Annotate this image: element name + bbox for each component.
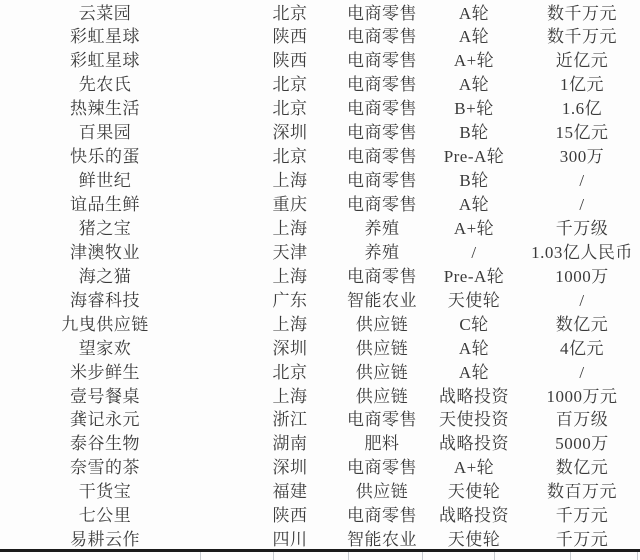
table-row: [0, 73, 640, 97]
cell-company: 谊品生鲜: [70, 195, 140, 214]
cell-industry: 电商零售: [347, 99, 417, 119]
table-row: [0, 385, 640, 409]
table-row: [0, 241, 640, 265]
cell-company: 米步鲜生: [70, 362, 140, 382]
cell-industry: 智能农业: [347, 290, 417, 310]
cell-round: A+轮: [453, 218, 495, 238]
cell-amount: 千万元: [555, 506, 609, 526]
table-row: [0, 313, 640, 337]
cell-region: 北京: [272, 75, 308, 95]
gridline-tick: [273, 552, 274, 560]
cell-company: 龚记永元: [70, 410, 140, 430]
cell-round: A+轮: [453, 458, 495, 478]
cell-industry: 电商零售: [347, 458, 417, 478]
cell-region: 浙江: [272, 410, 308, 430]
cell-company: 彩虹星球: [70, 27, 140, 47]
table-row: [0, 504, 640, 528]
cell-company: 海睿科技: [70, 290, 140, 310]
cell-industry: 电商零售: [347, 266, 417, 286]
gridline-tick: [422, 552, 423, 560]
cell-region: 北京: [272, 362, 308, 382]
cell-company: 奈雪的茶: [70, 458, 140, 478]
cell-round: A+轮: [453, 51, 495, 71]
table-row: [0, 169, 640, 193]
cell-amount: 数亿元: [555, 458, 609, 478]
table-row: [0, 361, 640, 385]
cell-region: 深圳: [272, 458, 308, 478]
cell-amount: 百万级: [555, 410, 609, 430]
table-bottom-border: [0, 549, 640, 552]
cell-company: 百果园: [78, 123, 132, 143]
cell-company: 七公里: [78, 506, 132, 526]
table-row: [0, 432, 640, 456]
cell-round: /: [471, 242, 477, 262]
cell-region: 深圳: [272, 123, 308, 143]
table-row: [0, 25, 640, 49]
cell-round: A轮: [458, 338, 490, 358]
cell-round: C轮: [459, 314, 489, 334]
table-row: [0, 193, 640, 217]
cell-amount: 数亿元: [555, 314, 609, 334]
cell-round: A轮: [458, 195, 490, 214]
cell-region: 上海: [272, 266, 308, 286]
cell-company: 望家欢: [78, 338, 132, 358]
table-row: [0, 337, 640, 361]
cell-company: 津澳牧业: [70, 242, 140, 262]
cell-round: A轮: [458, 362, 490, 382]
cell-industry: 供应链: [355, 338, 409, 358]
cell-amount: 千万元: [555, 530, 609, 550]
cell-amount: 数百万元: [547, 482, 617, 502]
cell-amount: 近亿元: [555, 51, 609, 71]
cell-amount: /: [579, 290, 585, 310]
cell-amount: 5000万: [555, 434, 609, 454]
gridline-tick: [494, 552, 495, 560]
cell-industry: 电商零售: [347, 506, 417, 526]
cell-amount: 300万: [559, 147, 605, 167]
table-row: [0, 456, 640, 480]
cell-company: 干货宝: [78, 482, 132, 502]
cell-industry: 养殖: [364, 242, 400, 262]
table-row: [0, 217, 640, 241]
cell-amount: 1亿元: [560, 75, 604, 95]
cell-round: 天使轮: [447, 290, 501, 310]
cell-amount: 千万级: [555, 218, 609, 238]
cell-company: 云菜园: [78, 3, 132, 23]
cell-industry: 供应链: [355, 362, 409, 382]
cell-region: 陕西: [272, 506, 308, 526]
cell-round: Pre-A轮: [443, 147, 505, 167]
cell-region: 上海: [272, 218, 308, 238]
cell-round: 天使投资: [439, 410, 509, 430]
cell-region: 湖南: [272, 434, 308, 454]
gridline-tick: [348, 552, 349, 560]
cell-round: A轮: [458, 75, 490, 95]
cell-industry: 电商零售: [347, 75, 417, 95]
cell-region: 深圳: [272, 338, 308, 358]
cell-round: B轮: [459, 171, 489, 191]
cell-region: 上海: [272, 314, 308, 334]
cell-amount: 15亿元: [555, 123, 609, 143]
table-row: [0, 121, 640, 145]
cell-region: 天津: [272, 242, 308, 262]
cell-company: 热辣生活: [70, 99, 140, 119]
cell-industry: 电商零售: [347, 27, 417, 47]
cell-industry: 供应链: [355, 314, 409, 334]
cell-industry: 智能农业: [347, 530, 417, 550]
table-row: [0, 145, 640, 169]
cell-industry: 电商零售: [347, 195, 417, 214]
cell-industry: 电商零售: [347, 171, 417, 191]
cell-round: 战略投资: [439, 386, 509, 406]
cell-region: 福建: [272, 482, 308, 502]
cell-industry: 肥料: [364, 434, 400, 454]
cell-company: 海之猫: [78, 266, 132, 286]
cell-company: 九曳供应链: [61, 314, 149, 334]
cell-amount: 1.03亿人民币: [531, 242, 633, 262]
cell-amount: 数千万元: [547, 3, 617, 23]
cell-company: 猪之宝: [78, 218, 132, 238]
table-row: [0, 289, 640, 313]
cell-round: B+轮: [454, 99, 494, 119]
cell-amount: /: [579, 195, 585, 214]
cell-round: 天使轮: [447, 530, 501, 550]
cell-amount: 数千万元: [547, 27, 617, 47]
cell-region: 北京: [272, 147, 308, 167]
cell-round: Pre-A轮: [443, 266, 505, 286]
cell-industry: 供应链: [355, 386, 409, 406]
table-row: [0, 265, 640, 289]
table-row: [0, 97, 640, 121]
cell-company: 壹号餐桌: [70, 386, 140, 406]
cell-region: 上海: [272, 386, 308, 406]
cell-region: 北京: [272, 3, 308, 23]
cell-company: 先农氏: [78, 75, 132, 95]
cell-industry: 养殖: [364, 218, 400, 238]
table-row: [0, 408, 640, 432]
cell-region: 广东: [272, 290, 308, 310]
cell-industry: 电商零售: [347, 147, 417, 167]
cell-company: 快乐的蛋: [70, 147, 140, 167]
gridline-tick: [637, 552, 638, 560]
cell-round: A轮: [458, 27, 490, 47]
cell-region: 陕西: [272, 27, 308, 47]
cell-company: 鲜世纪: [78, 171, 132, 191]
cell-amount: 4亿元: [560, 338, 604, 358]
cell-industry: 电商零售: [347, 3, 417, 23]
cell-region: 北京: [272, 99, 308, 119]
gridline-tick: [570, 552, 571, 560]
cell-round: 战略投资: [439, 506, 509, 526]
table-row: [0, 2, 640, 26]
cell-round: B轮: [459, 123, 489, 143]
cell-round: 战略投资: [439, 434, 509, 454]
funding-table: [0, 2, 640, 553]
cell-amount: /: [579, 362, 585, 382]
cell-round: 天使轮: [447, 482, 501, 502]
cell-amount: 1000万元: [546, 386, 618, 406]
cell-company: 易耕云作: [70, 530, 140, 550]
table-row: [0, 480, 640, 504]
cell-region: 上海: [272, 171, 308, 191]
cell-region: 陕西: [272, 51, 308, 71]
cell-company: 彩虹星球: [70, 51, 140, 71]
cell-round: A轮: [458, 3, 490, 23]
table-row: [0, 49, 640, 73]
cell-region: 四川: [272, 530, 308, 550]
cell-region: 重庆: [272, 195, 308, 214]
gridline-tick: [200, 552, 201, 560]
cell-industry: 供应链: [355, 482, 409, 502]
cell-amount: /: [579, 171, 585, 191]
cell-company: 泰谷生物: [70, 434, 140, 454]
cell-industry: 电商零售: [347, 123, 417, 143]
cell-amount: 1.6亿: [561, 99, 603, 119]
cell-amount: 1000万: [555, 266, 609, 286]
cell-industry: 电商零售: [347, 51, 417, 71]
cell-industry: 电商零售: [347, 410, 417, 430]
